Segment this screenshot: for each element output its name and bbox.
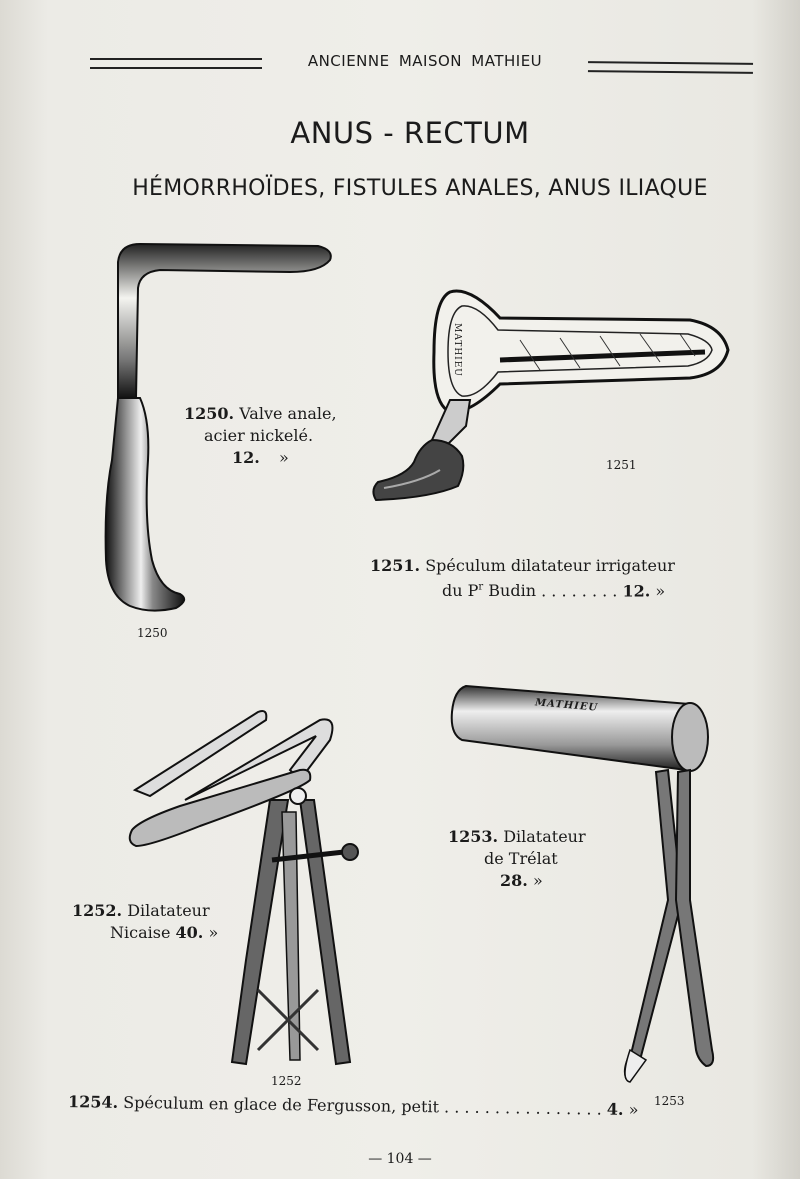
item-1250-price: 12. [232,448,260,467]
item-1251-price-mark: » [655,581,666,601]
item-1253-caption [448,826,628,892]
item-1251-line2-sup: r [478,582,484,593]
item-1251-number: 1251. [370,556,421,575]
item-1252-price-mark: » [208,923,219,942]
page-title: ANUS - RECTUM [290,116,530,150]
item-1253-price: 28. [500,871,528,890]
item-1253-line1: Dilatateur [503,827,586,846]
item-1253-line2: de Trélat [484,849,558,868]
trelat-engraving-text: MATHIEU [534,697,599,714]
item-1254-number: 1254. [67,1092,119,1112]
item-1253-number: 1253. [448,827,499,846]
item-1252-price: 40. [175,923,204,942]
figure-label-1250: 1250 [137,626,168,640]
item-1250-number: 1250. [184,404,235,423]
item-1251-leader: . . . . . . . . [541,581,618,601]
item-1254-price-mark: » [628,1099,639,1120]
item-1252-line2: Nicaise [110,923,171,942]
page-number: — 104 — [368,1151,432,1167]
figure-label-1252: 1252 [271,1074,302,1088]
item-1252-line1: Dilatateur [127,901,210,920]
item-1251-line2-prefix: du P [442,581,479,601]
item-1252-number: 1252. [72,901,123,920]
item-1251-line1: Spéculum dilatateur irrigateur [425,556,675,575]
item-1250-line2: acier nickelé. [204,426,314,445]
page-subtitle: HÉMORRHOÏDES, FISTULES ANALES, ANUS ILIAQUE [132,176,708,201]
figure-label-1251: 1251 [606,458,637,472]
item-1251-line2-suffix: Budin [483,581,536,601]
figure-label-1253: 1253 [654,1094,685,1108]
item-1254-price: 4. [606,1099,624,1119]
item-1254-line1: Spéculum en glace de Fergusson, petit [123,1092,440,1117]
item-1254-leader: . . . . . . . . . . . . . . . . [443,1097,602,1119]
item-1251-price: 12. [622,581,651,601]
item-1250-line1: Valve anale, [239,404,337,423]
speculum-engraving-text: MATHIEU [451,323,462,377]
item-1253-price-mark: » [532,871,543,890]
item-1250-price-mark: » [278,448,289,467]
header-title: ANCIENNE MAISON MATHIEU [307,52,543,70]
